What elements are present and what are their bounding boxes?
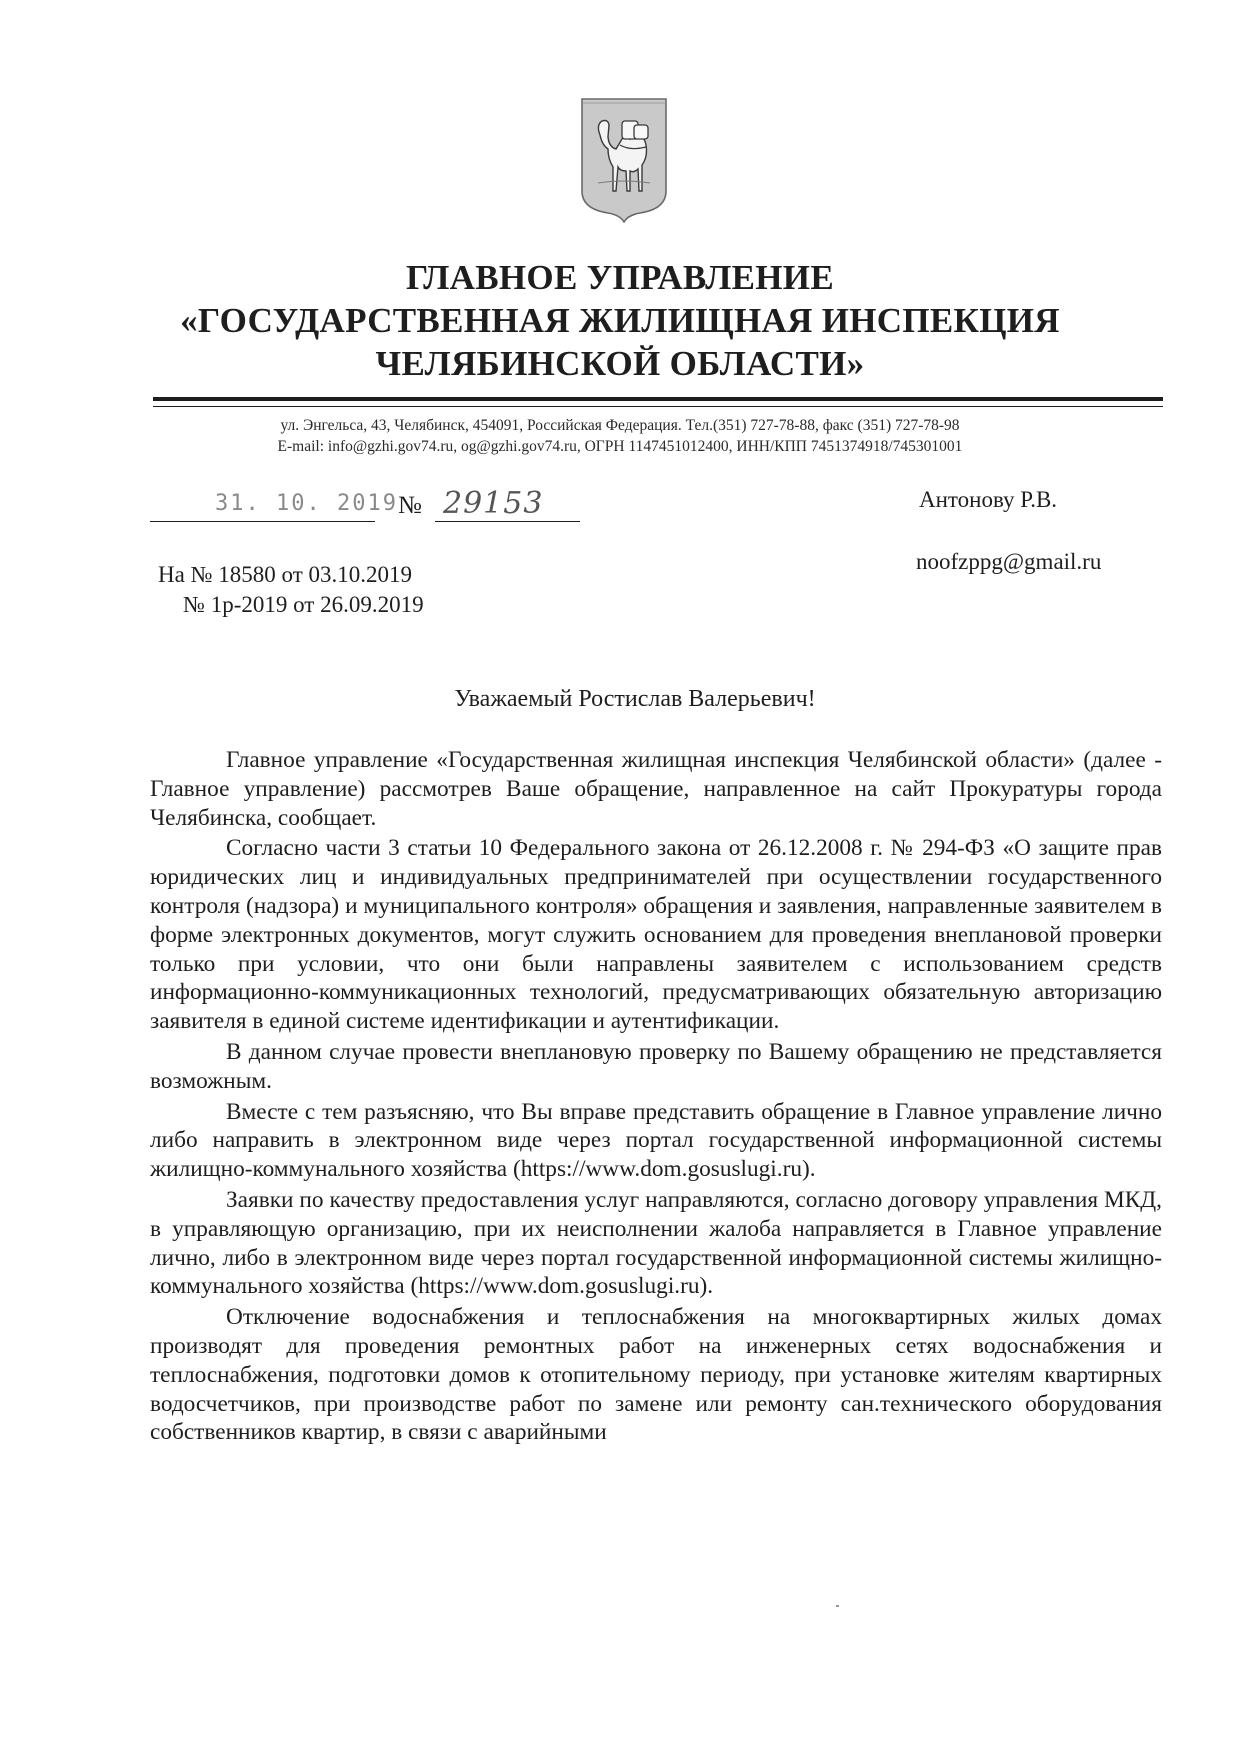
organization-title-line-1: ГЛАВНОЕ УПРАВЛЕНИЕ	[406, 258, 834, 297]
salutation: Уважаемый Ростислав Валерьевич!	[454, 686, 816, 712]
recipient-name: Антонову Р.В.	[919, 487, 1058, 512]
registration-number: 29153	[443, 486, 544, 521]
organization-title-line-3: ЧЕЛЯБИНСКОЙ ОБЛАСТИ»	[375, 344, 865, 383]
body-paragraph: Согласно части 3 статьи 10 Федерального закона от 26.12.2008 г. № 294-ФЗ «О защите прав юридических лиц и индивидуальных предпринимателей при осуществлении государственного контроля (надзора) и муниципального контроля» обращения и заявления, направленные заявителем в форме электронных документов, могут служить основанием для проведения внеплановой проверки только при условии, что они были направлены заявителем с использованием средств информационно-коммуникационных технологий, предусматривающих обязательную авторизацию заявителя в единой системе идентификации и аутентификации.	[150, 835, 1162, 1035]
registration-number-label: №	[398, 492, 422, 519]
contact-address-line: ул. Энгельса, 43, Челябинск, 454091, Российская Федерация. Тел.(351) 727-78-88, факс (351) 727-78-98	[280, 417, 960, 434]
number-underline	[435, 521, 580, 522]
body-paragraph: Заявки по качеству предоставления услуг направляются, согласно договору управления МКД, в управляющую организацию, при их неисполнении жалоба направляется в Главное управление лично, либо в электронном виде через портал государственной информационной системы жилищно-коммунального хозяйства (https://www.dom.gosuslugi.ru).	[150, 1186, 1162, 1300]
recipient-email: noofzppg@gmail.ru	[916, 549, 1102, 574]
header-divider-thick	[153, 397, 1163, 401]
reply-reference-line-2: № 1р-2019 от 26.09.2019	[183, 592, 424, 617]
header-divider-thin	[153, 406, 1163, 407]
chelyabinsk-coat-of-arms-icon	[578, 95, 670, 223]
organization-title-line-2: «ГОСУДАРСТВЕННАЯ ЖИЛИЩНАЯ ИНСПЕКЦИЯ	[180, 301, 1060, 340]
body-paragraph: Главное управление «Государственная жилищная инспекция Челябинской области» (далее - Главное управление) рассмотрев Ваше обращение, направленное на сайт Прокуратуры города Челябинска, сообщает.	[150, 747, 1162, 831]
body-paragraph: Отключение водоснабжения и теплоснабжения на многоквартирных жилых домах производят для проведения ремонтных работ на инженерных сетях водоснабжения и теплоснабжения, подготовки домов к отопительному периоду, при установке жителям квартирных водосчетчиков, при производстве работ по замене или ремонту сан.технического оборудования собственников квартир, в связи с аварийными	[150, 1304, 1162, 1446]
reply-reference-line-1: На № 18580 от 03.10.2019	[158, 562, 413, 587]
letter-body	[150, 746, 1162, 1447]
scan-speck	[836, 1605, 839, 1607]
body-paragraph: В данном случае провести внеплановую проверку по Вашему обращению не представляется возможным.	[150, 1038, 1162, 1094]
contact-requisites-line: E-mail: info@gzhi.gov74.ru, og@gzhi.gov74.ru, ОГРН 1147451012400, ИНН/КПП 7451374918/745301001	[277, 438, 963, 455]
date-underline	[150, 521, 375, 522]
registration-date: 31. 10. 2019	[215, 491, 398, 516]
body-paragraph: Вместе с тем разъясняю, что Вы вправе представить обращение в Главное управление лично либо направить в электронном виде через портал государственной информационной системы жилищно-коммунального хозяйства (https://www.dom.gosuslugi.ru).	[150, 1098, 1162, 1183]
